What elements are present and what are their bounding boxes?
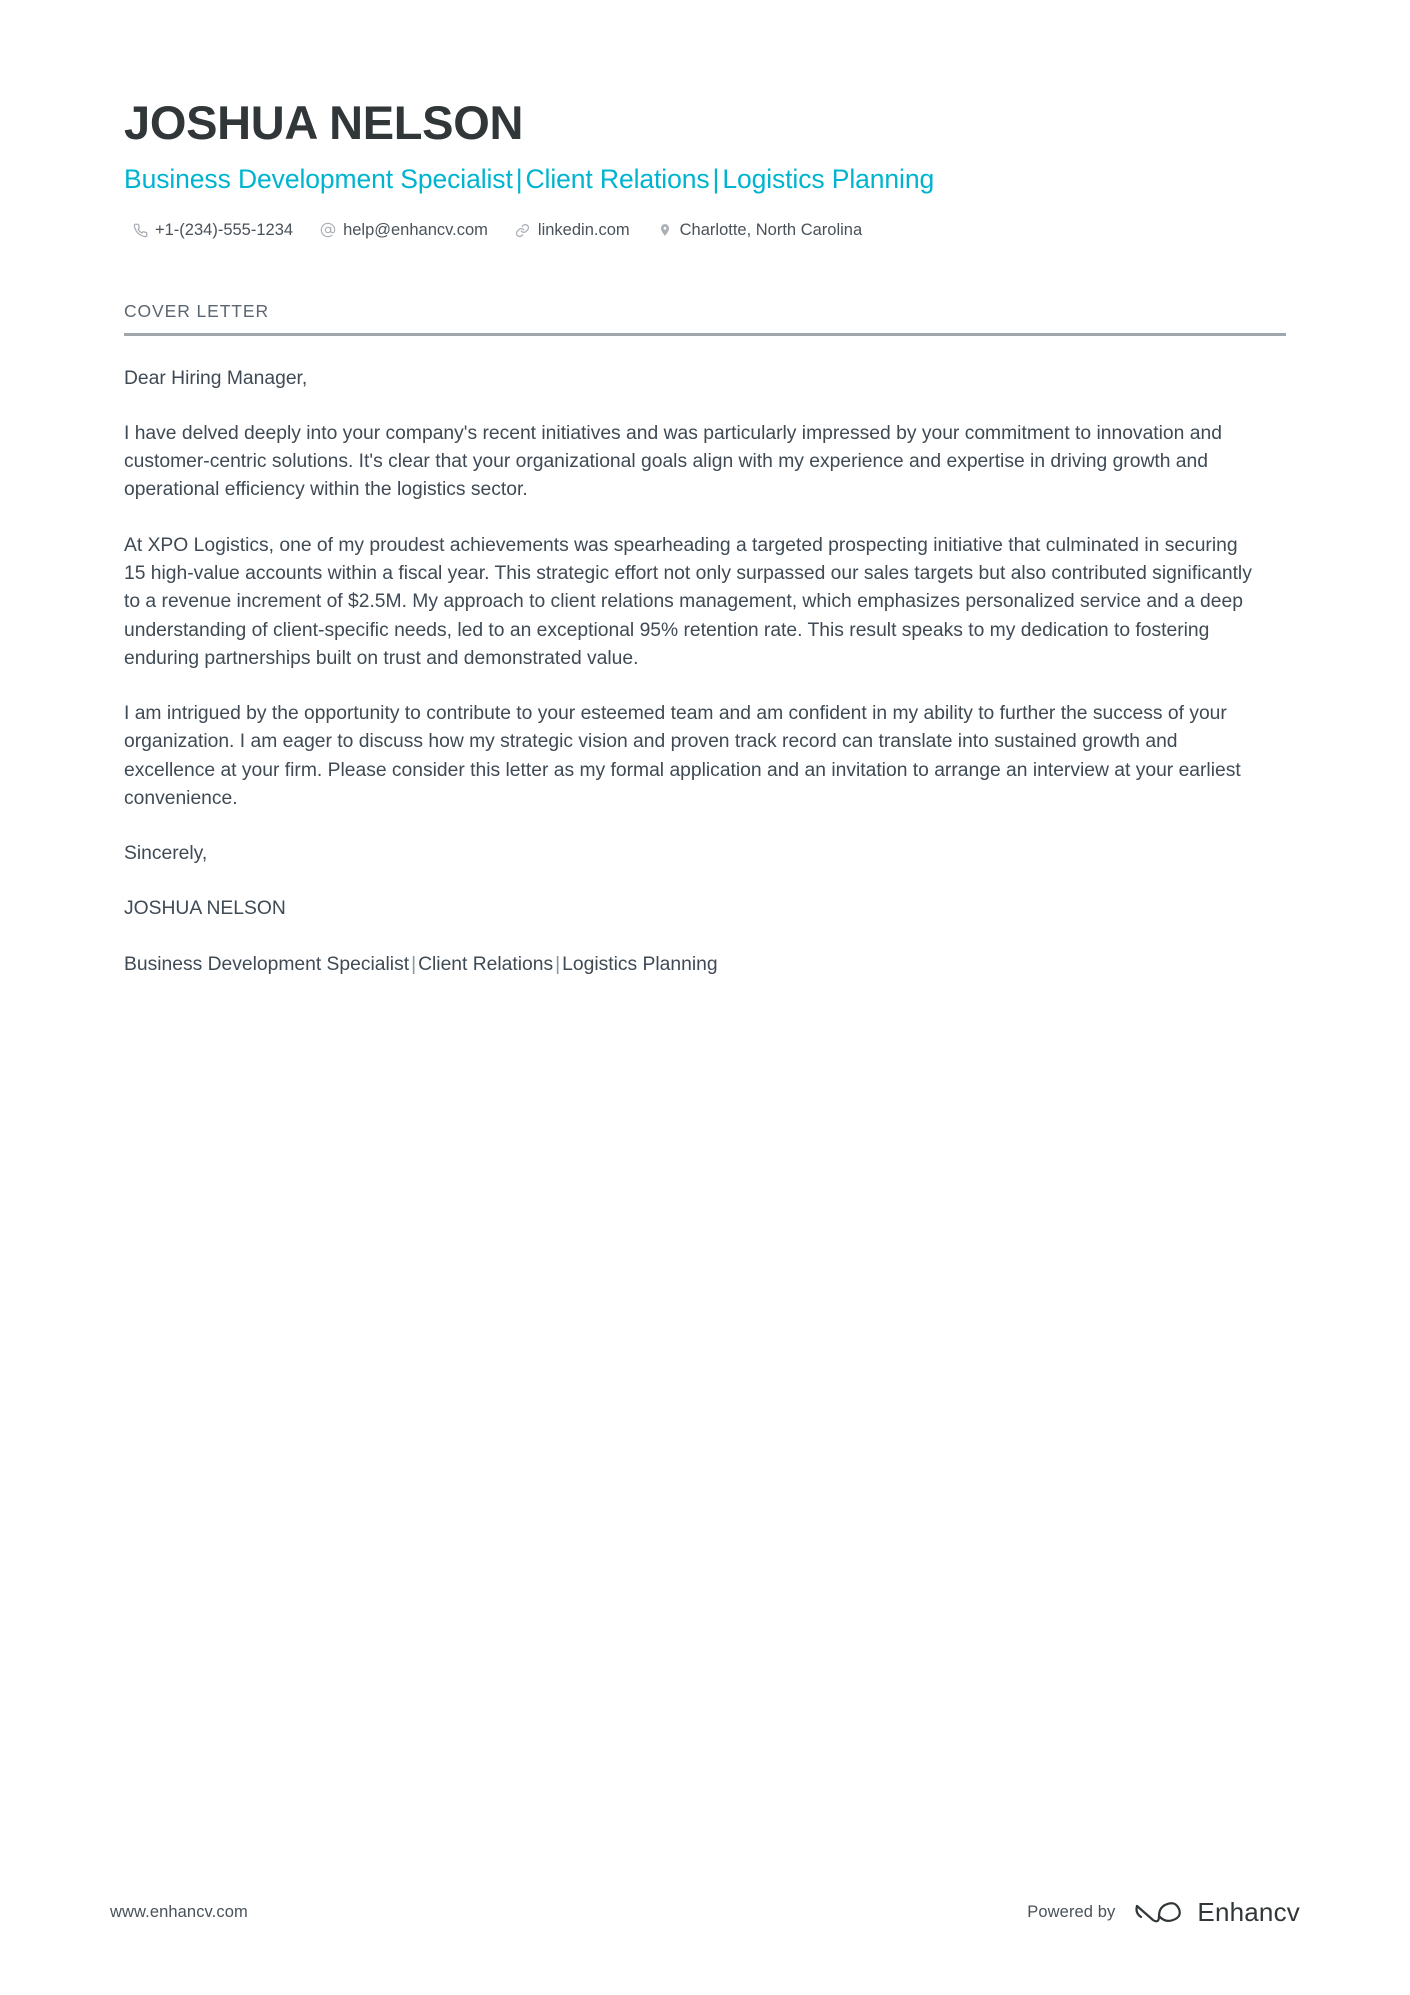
contact-info-row xyxy=(124,222,1286,239)
signature-title-part-1: Business Development Specialist xyxy=(124,953,410,975)
letter-paragraph-2: At XPO Logistics, one of my proudest achievements was spearheading a targeted prospecting initiative that culminated in securing 15 high-value accounts within a fiscal year. This strategic effort not only surpassed our sales targets but also contributed significantly to a revenue increment of $2.5M. My approach to client relations management, which emphasizes personalized service and a deep understanding of client-specific needs, led to an exceptional 95% retention rate. This result speaks to my dedication to fostering enduring partnerships built on trust and demonstrated value. xyxy=(124,534,1252,669)
signature-title-separator-2: | xyxy=(555,953,561,975)
signature-title-part-2: Client Relations xyxy=(418,953,554,975)
contact-phone[interactable] xyxy=(132,222,293,239)
enhancv-infinity-logo-icon xyxy=(1133,1898,1185,1928)
page-footer xyxy=(0,1897,1410,1928)
letter-signature-title xyxy=(124,951,1259,979)
footer-branding xyxy=(1027,1897,1300,1928)
email-icon xyxy=(320,222,336,238)
letter-signature-name: JOSHUA NELSON xyxy=(124,898,286,920)
enhancv-brand-name: Enhancv xyxy=(1197,1897,1300,1927)
signature-title-part-3: Logistics Planning xyxy=(562,953,718,975)
tagline-part-1: Business Development Specialist xyxy=(124,164,513,195)
section-divider xyxy=(124,333,1286,336)
location-pin-icon xyxy=(657,222,673,238)
letter-body xyxy=(124,365,1286,979)
powered-by-label: Powered by xyxy=(1027,1903,1116,1921)
contact-location-value: Charlotte, North Carolina xyxy=(679,221,863,240)
contact-email[interactable] xyxy=(320,222,488,239)
tagline-part-3: Logistics Planning xyxy=(722,164,935,195)
cover-letter-section xyxy=(124,301,1286,979)
candidate-name: JOSHUA NELSON xyxy=(124,96,524,149)
contact-phone-value: +1-(234)-555-1234 xyxy=(155,221,294,240)
footer-website-url[interactable]: www.enhancv.com xyxy=(110,1903,248,1921)
contact-link-value: linkedin.com xyxy=(537,221,630,240)
contact-email-value: help@enhancv.com xyxy=(343,221,488,240)
signature-title-separator-1: | xyxy=(411,953,417,975)
contact-location xyxy=(657,222,863,239)
document-header xyxy=(124,0,1286,239)
candidate-tagline xyxy=(124,164,1286,196)
phone-icon xyxy=(132,222,148,238)
link-icon xyxy=(515,222,531,238)
tagline-part-2: Client Relations xyxy=(525,164,710,195)
letter-salutation: Dear Hiring Manager, xyxy=(124,367,308,389)
contact-link[interactable] xyxy=(515,222,630,239)
section-title: COVER LETTER xyxy=(124,300,269,321)
letter-paragraph-3: I am intrigued by the opportunity to contribute to your esteemed team and am confident in my ability to further the success of your organization. I am eager to discuss how my strategic vision and proven track record can translate into sustained growth and excellence at your firm. Please consider this letter as my formal application and an invitation to arrange an interview at your earliest convenience. xyxy=(124,703,1241,809)
tagline-separator-2: | xyxy=(712,164,720,195)
letter-sign-off: Sincerely, xyxy=(124,843,208,865)
tagline-separator-1: | xyxy=(515,164,523,195)
letter-paragraph-1: I have delved deeply into your company's recent initiatives and was particularly impressed by your commitment to innovation and customer-centric solutions. It's clear that your organizational goals align with my experience and expertise in driving growth and operational efficiency within the logistics sector. xyxy=(124,422,1222,501)
